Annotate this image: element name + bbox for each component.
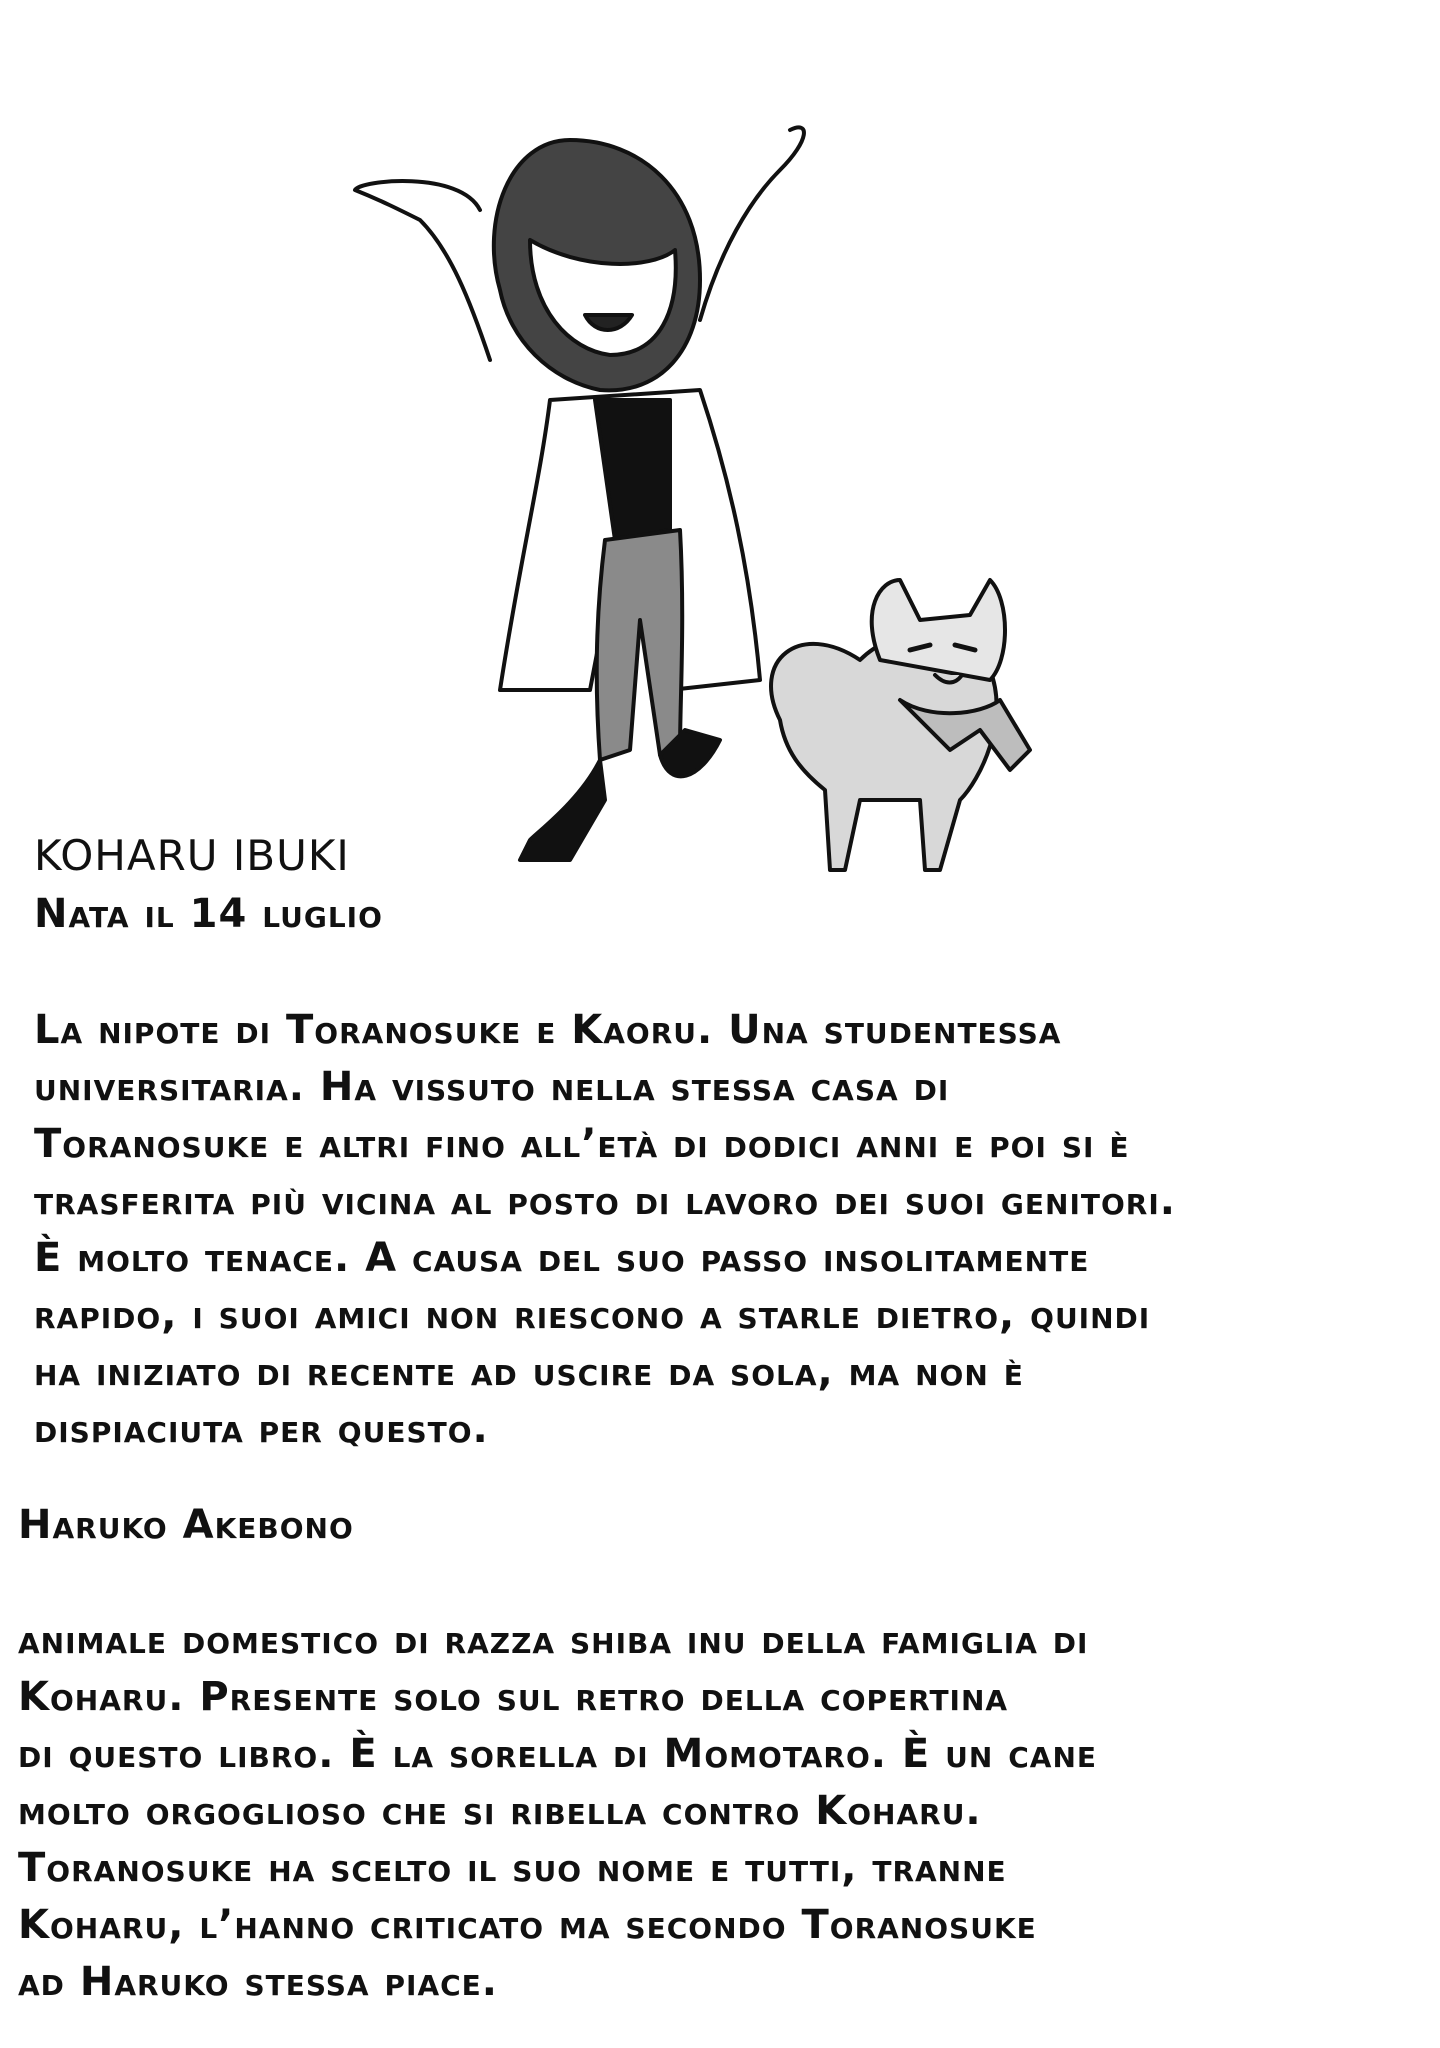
haruko-dog-drawing: [771, 580, 1030, 870]
koharu-drawing: [355, 127, 804, 860]
koharu-description: La nipote di Toranosuke e Kaoru. Una studentessa universitaria. Ha vissuto nella stessa casa di Toranosuke e altri fino all’età di dodici anni e poi si è trasferita più vicina al posto di lavoro dei suoi genitori. È molto tenace. A causa del suo passo insolitamente rapido, i suoi amici non riescono a starle dietro, quindi ha iniziato di recente ad uscire da sola, ma non è dispiaciuta per questo.: [34, 1007, 1176, 1452]
haruko-name: Haruko Akebono: [18, 1502, 354, 1548]
haruko-description: animale domestico di razza shiba inu della famiglia di Koharu. Presente solo sul retro della copertina di questo libro. È la sorella di Momotaro. È un cane molto orgoglioso che si ribella contro Koharu. Toranosuke ha scelto il suo nome e tutti, tranne Koharu, l’hanno criticato ma secondo Toranosuke ad Haruko stessa piace.: [18, 1617, 1098, 2005]
koharu-birth-date: Nata il 14 luglio: [34, 891, 383, 937]
character-illustration: [340, 100, 1100, 880]
koharu-name: KOHARU IBUKI: [34, 831, 350, 880]
